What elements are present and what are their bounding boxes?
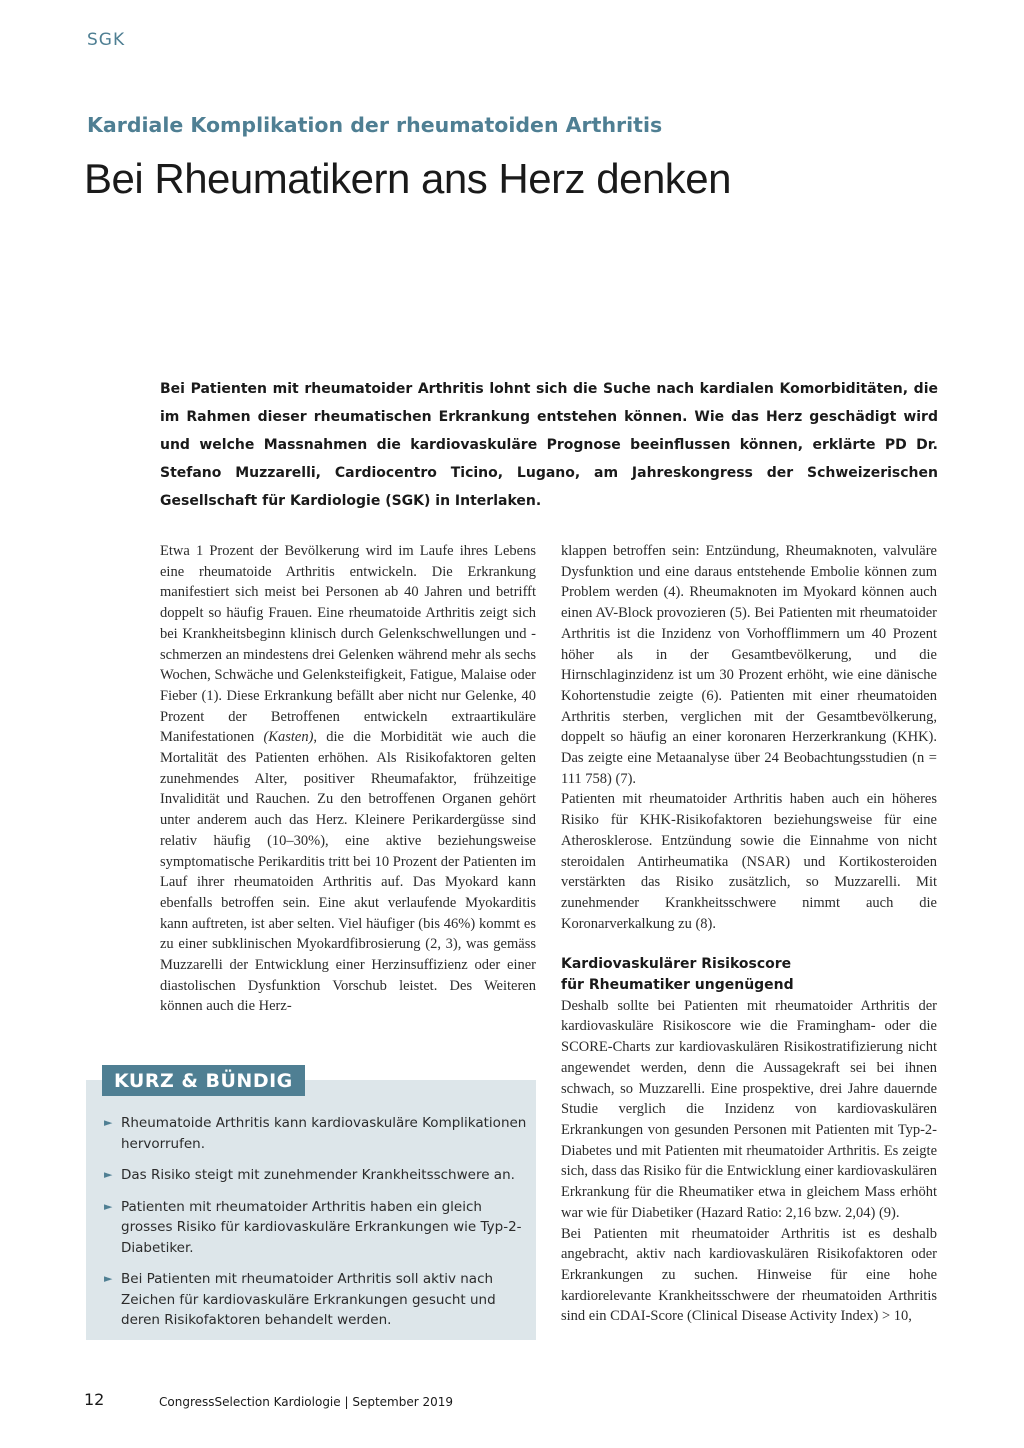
- triangle-bullet-icon: ►: [104, 1272, 113, 1285]
- list-item-text: Patienten mit rheumatoider Arthritis haben ein gleich grosses Risiko für kardiovaskuläre Erkrankungen wie Typ-2-Diabetiker.: [121, 1198, 522, 1256]
- body-paragraph: klappen betroffen sein: Entzündung, Rheumaknoten, valvuläre Dysfunktion und eine daraus entstehende Embolie können zum Problem werden (4). Rheumaknoten im Myokard können auch einen AV-Block provozieren (5). Bei Patienten mit rheumatoider Arthritis ist die Inzidenz von Vorhofflimmern um 40 Prozent höher als in der Gesamtbevölkerung, und die Hirnschlaginzidenz ist um 30 Prozent erhöht, wie eine dänische Kohortenstudie zeigte (6). Patienten mit einer rheumatoiden Arthritis sterben, verglichen mit der Gesamtbevölkerung, doppelt so häufig an einer koronaren Herzerkrankung (KHK). Das zeigte eine Metaanalyse über 24 Beobachtungsstudien (n = 111 758) (7).: [561, 543, 937, 787]
- list-item: [104, 1197, 534, 1259]
- body-column-left: [160, 541, 536, 1017]
- list-item-text: Das Risiko steigt mit zunehmender Krankheitsschwere an.: [121, 1167, 515, 1183]
- article-kicker: Kardiale Komplikation der rheumatoiden Arthritis: [87, 113, 663, 137]
- summary-list: [104, 1113, 534, 1342]
- list-item-text: Rheumatoide Arthritis kann kardiovaskuläre Komplikationen hervorrufen.: [121, 1115, 527, 1152]
- body-paragraph: Deshalb sollte bei Patienten mit rheumatoider Arthritis der kardiovaskuläre Risikoscore wie die Framingham- oder die SCORE-Charts zur kardiovaskulären Risikostratifizierung nicht angewendet werden, denn die Aussagekraft sei bei ihnen schwach, so Muzzarelli. Eine prospektive, drei Jahre dauernde Studie verglich die Inzidenz von kardiovaskulären Erkrankungen von gesunden Personen mit Patienten mit Typ-2-Diabetes und mit Patienten mit rheumatoider Arthritis. Es zeigte sich, dass das Risiko für die Entwicklung einer kardiovaskulären Erkrankung für die Rheumatiker etwa in gleichem Mass erhöht war wie für Diabetiker (Hazard Ratio: 2,16 bzw. 2,04) (9).: [561, 997, 937, 1221]
- triangle-bullet-icon: ►: [104, 1116, 113, 1129]
- triangle-bullet-icon: ►: [104, 1199, 113, 1213]
- subheading-line: Kardiovaskulärer Risikoscore: [561, 956, 792, 973]
- page-number: 12: [84, 1390, 105, 1409]
- lead-paragraph: Bei Patienten mit rheumatoider Arthritis lohnt sich die Suche nach kardialen Komorbiditäten, die im Rahmen dieser rheumatischen Erkrankung entstehen können. Wie das Herz geschädigt wird und welche Massnahmen die kardiovaskuläre Prognose beeinflussen können, erklärte PD Dr. Stefano Muzzarelli, Cardiocentro Ticino, Lugano, am Jahreskongress der Schweizerischen Gesellschaft für Kardiologie (SGK) in Interlaken.: [160, 381, 938, 509]
- section-label: SGK: [87, 30, 126, 50]
- body-paragraph: Bei Patienten mit rheumatoider Arthritis ist es deshalb angebracht, aktiv nach kardiovaskulären Risikofaktoren oder Erkrankungen zu suchen. Hinweise für eine hohe kardiorelevante Krankheitsschwere der rheumatoiden Arthritis sind ein CDAI-Score (Clinical Disease Activity Index) > 10,: [561, 1225, 937, 1325]
- section-subheading: [561, 954, 937, 995]
- triangle-bullet-icon: ►: [104, 1168, 113, 1181]
- box-reference: (Kasten): [263, 729, 314, 746]
- article-headline: Bei Rheumatikern ans Herz denken: [84, 155, 732, 202]
- list-item: [104, 1113, 534, 1154]
- body-column-right: [561, 541, 937, 1327]
- list-item: [104, 1165, 534, 1186]
- article-lead: [160, 375, 938, 515]
- list-item: [104, 1269, 534, 1331]
- summary-box-title: KURZ & BÜNDIG: [102, 1065, 305, 1096]
- list-item-text: Bei Patienten mit rheumatoider Arthritis soll aktiv nach Zeichen für kardiovaskuläre Erkrankungen gesucht und deren Risikofaktoren behandelt werden.: [121, 1271, 496, 1328]
- body-paragraph: [160, 541, 536, 1017]
- body-paragraph: Patienten mit rheumatoider Arthritis haben auch ein höheres Risiko für KHK-Risikofaktoren beziehungsweise für eine Atherosklerose. Entzündung sowie die Einnahme von nicht steroidalen Antirheumatika (NSAR) und Kortikosteroiden verstärkten das Risiko zusätzlich, so Muzzarelli. Mit zunehmender Krankheitsschwere nimmt auch die Koronarverkalkung zu (8).: [561, 791, 937, 932]
- body-text: Etwa 1 Prozent der Bevölkerung wird im Laufe ihres Lebens eine rheumatoide Arthritis entwickeln. Die Erkrankung manifestiert sich meist bei Personen ab 40 Jahren und betrifft doppelt so häufig Frauen. Eine rheumatoide Arthritis zeigt sich bei Krankheitsbeginn klinisch durch Gelenkschwellungen und -schmerzen an mindestens drei Gelenken während mehr als sechs Wochen, Schwäche und Gelenksteifigkeit, Fatigue, Malaise oder Fieber (1). Diese Erkrankung befällt aber nicht nur Gelenke, 40 Prozent der Betroffenen entwickeln extraartikuläre Manifestationen: [160, 543, 536, 746]
- body-text: , die die Morbidität wie auch die Mortalität des Patienten erhöhen. Als Risikofaktoren gelten zunehmendes Alter, positiver Rheumafaktor, frühzeitige Invalidität und Rauchen. Zu den betroffenen Organen gehört unter anderem auch das Herz. Kleinere Perikardergüsse sind relativ häufig (10–30%), eine aktive beziehungsweise symptomatische Perikarditis tritt bei 10 Prozent der Patienten im Lauf ihrer rheumatoiden Arthritis auf. Das Myokard kann ebenfalls betroffen sein. Eine akut verlaufende Myokarditis kann auftreten, ist aber selten. Viel häufiger (bis 46%) kommt es zu einer subklinischen Myokardfibrosierung (2, 3), was gemäss Muzzarelli der Entwicklung einer Herzinsuffizienz oder einer diastolischen Dysfunktion Vorschub leistet. Des Weiteren können auch die Herz-: [160, 729, 536, 1015]
- publication-footer: CongressSelection Kardiologie | September 2019: [159, 1395, 454, 1409]
- subheading-line: für Rheumatiker ungenügend: [561, 977, 794, 994]
